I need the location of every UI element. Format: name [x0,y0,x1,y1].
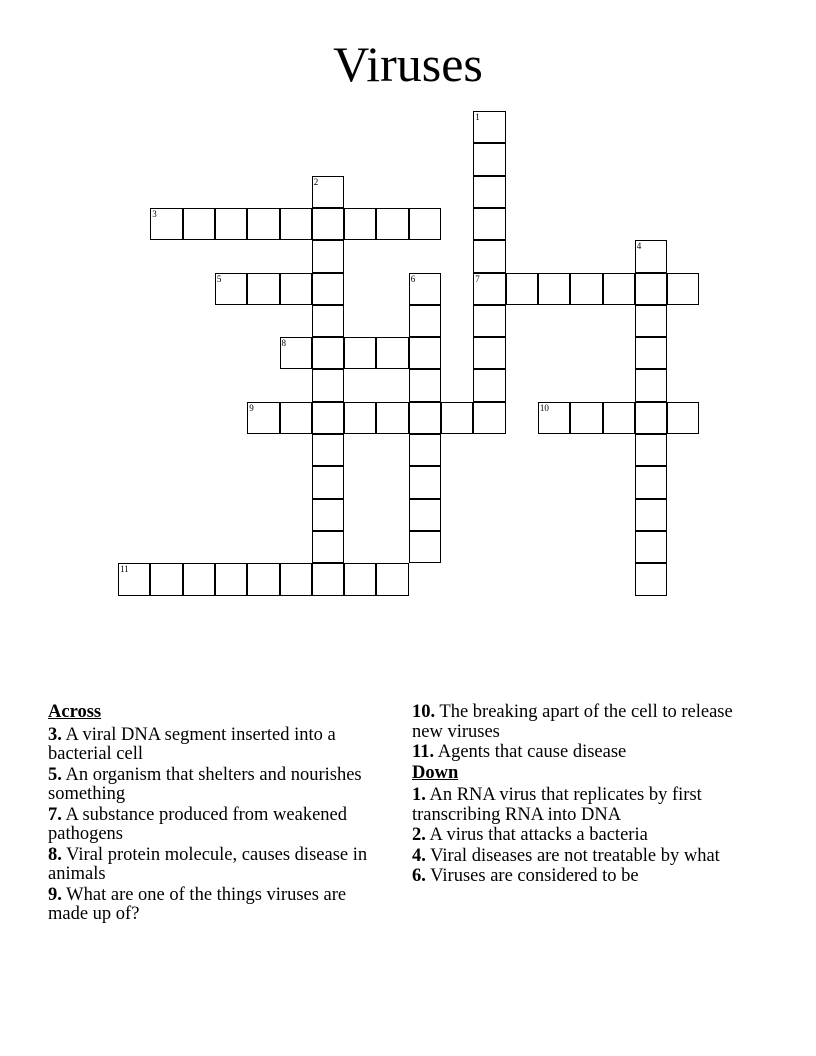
grid-cell[interactable] [635,273,667,305]
grid-cell[interactable] [280,273,312,305]
clue-number: 10. [412,702,436,722]
grid-cell[interactable] [247,273,279,305]
grid-cell[interactable] [603,273,635,305]
grid-cell[interactable] [376,208,408,240]
clue-text: A viral DNA segment inserted into a bacterial cell [48,724,336,764]
grid-cell[interactable] [409,305,441,337]
cell-number: 8 [281,338,286,349]
grid-cell[interactable] [635,434,667,466]
across-clue-list [48,726,378,925]
grid-cell[interactable] [506,273,538,305]
grid-cell[interactable] [538,402,570,434]
grid-cell[interactable] [312,499,344,531]
cell-number: 10 [539,402,549,413]
grid-cell[interactable] [473,240,505,272]
grid-cell[interactable] [409,466,441,498]
grid-cell[interactable] [635,369,667,401]
clue-item [412,847,742,867]
grid-cell[interactable] [473,208,505,240]
cell-number: 5 [216,273,222,284]
cell-number: 4 [636,241,642,252]
grid-cell[interactable] [635,499,667,531]
clue-number: 5. [48,764,62,785]
grid-cell[interactable] [344,402,376,434]
clues-left-column [48,703,378,926]
grid-cell[interactable] [183,563,215,595]
clue-item [48,766,378,805]
grid-cell[interactable] [635,305,667,337]
clue-item [48,886,378,925]
grid-cell[interactable] [409,369,441,401]
grid-cell[interactable] [441,402,473,434]
grid-cell[interactable] [247,208,279,240]
grid-cell[interactable] [312,434,344,466]
grid-cell[interactable] [473,111,505,143]
clue-number: 7. [48,804,62,825]
grid-cell[interactable] [312,208,344,240]
cell-number: 9 [249,402,254,413]
clue-item [48,726,378,765]
grid-cell[interactable] [376,337,408,369]
grid-cell[interactable] [667,402,699,434]
clue-text: A virus that attacks a bacteria [425,825,648,845]
cell-number: 7 [475,273,480,284]
grid-cell[interactable] [409,434,441,466]
clues-right-column [412,703,742,888]
grid-cell[interactable] [409,273,441,305]
grid-cell[interactable] [409,499,441,531]
grid-cell[interactable] [473,273,505,305]
grid-cell[interactable] [344,337,376,369]
down-heading: Down [412,762,459,783]
grid-cell[interactable] [312,466,344,498]
grid-cell[interactable] [473,143,505,175]
grid-cell[interactable] [150,208,182,240]
grid-cell[interactable] [312,305,344,337]
clue-item [48,846,378,885]
clue-text: What are one of the things viruses are made up of? [48,884,347,924]
clue-item [412,867,742,887]
grid-cell[interactable] [570,402,602,434]
grid-cell[interactable] [635,240,667,272]
clue-number: 11. [412,742,435,762]
grid-cell[interactable] [344,208,376,240]
across-clue-list-continued [412,703,742,763]
grid-cell[interactable] [312,240,344,272]
clue-text: An organism that shelters and nourishes something [48,764,362,804]
clue-number: 4. [412,845,426,866]
grid-cell[interactable] [247,563,279,595]
clue-number: 6. [412,866,426,886]
grid-cell[interactable] [538,273,570,305]
grid-cell[interactable] [215,273,247,305]
clue-text: Viral diseases are not treatable by what [425,845,720,866]
clue-text: Agents that cause disease [434,742,627,762]
clue-text: A substance produced from weakened pathogens [48,804,347,844]
grid-cell[interactable] [409,402,441,434]
clue-text: An RNA virus that replicates by first transcribing RNA into DNA [412,785,702,825]
grid-cell[interactable] [667,273,699,305]
grid-cell[interactable] [312,563,344,595]
grid-cell[interactable] [376,563,408,595]
cell-number: 3 [152,208,157,219]
grid-cell[interactable] [312,402,344,434]
grid-cell[interactable] [635,563,667,595]
grid-cell[interactable] [473,305,505,337]
clue-item [412,786,742,825]
grid-cell[interactable] [312,337,344,369]
grid-cell[interactable] [473,369,505,401]
grid-cell[interactable] [118,563,150,595]
grid-cell[interactable] [570,273,602,305]
clue-item [48,806,378,845]
grid-cell[interactable] [247,402,279,434]
grid-cell[interactable] [312,273,344,305]
grid-cell[interactable] [376,402,408,434]
grid-cell[interactable] [280,208,312,240]
grid-cell[interactable] [215,208,247,240]
grid-cell[interactable] [635,466,667,498]
across-heading: Across [48,702,102,722]
cell-number: 6 [410,273,416,284]
grid-cell[interactable] [409,208,441,240]
grid-cell[interactable] [473,402,505,434]
grid-cell[interactable] [409,337,441,369]
grid-cell[interactable] [312,531,344,563]
grid-cell[interactable] [635,531,667,563]
clue-number: 3. [48,724,62,745]
grid-cell[interactable] [280,563,312,595]
grid-cell[interactable] [312,176,344,208]
grid-cell[interactable] [635,402,667,434]
cell-number: 2 [313,176,319,187]
cell-number: 11 [120,564,129,575]
grid-cell[interactable] [183,208,215,240]
clue-number: 1. [412,785,426,805]
clue-item [412,743,742,763]
grid-cell[interactable] [603,402,635,434]
clue-item [412,826,742,846]
clue-number: 9. [48,884,62,905]
clue-text: Viruses are considered to be [425,866,639,886]
clue-text: Viral protein molecule, causes disease in animals [48,844,368,884]
grid-cell[interactable] [344,563,376,595]
page-title: Viruses [333,36,483,92]
grid-cell[interactable] [473,337,505,369]
grid-cell[interactable] [215,563,247,595]
grid-cell[interactable] [280,337,312,369]
clue-item [412,703,742,742]
cell-number: 1 [475,112,480,122]
clue-number: 8. [48,844,62,865]
grid-cell[interactable] [473,176,505,208]
grid-cell[interactable] [312,369,344,401]
grid-cell[interactable] [635,337,667,369]
grid-cell[interactable] [280,402,312,434]
grid-cell[interactable] [150,563,182,595]
grid-cell[interactable] [409,531,441,563]
clue-number: 2. [412,825,426,845]
clue-text: The breaking apart of the cell to release new viruses [412,702,733,742]
down-clue-list [412,786,742,887]
